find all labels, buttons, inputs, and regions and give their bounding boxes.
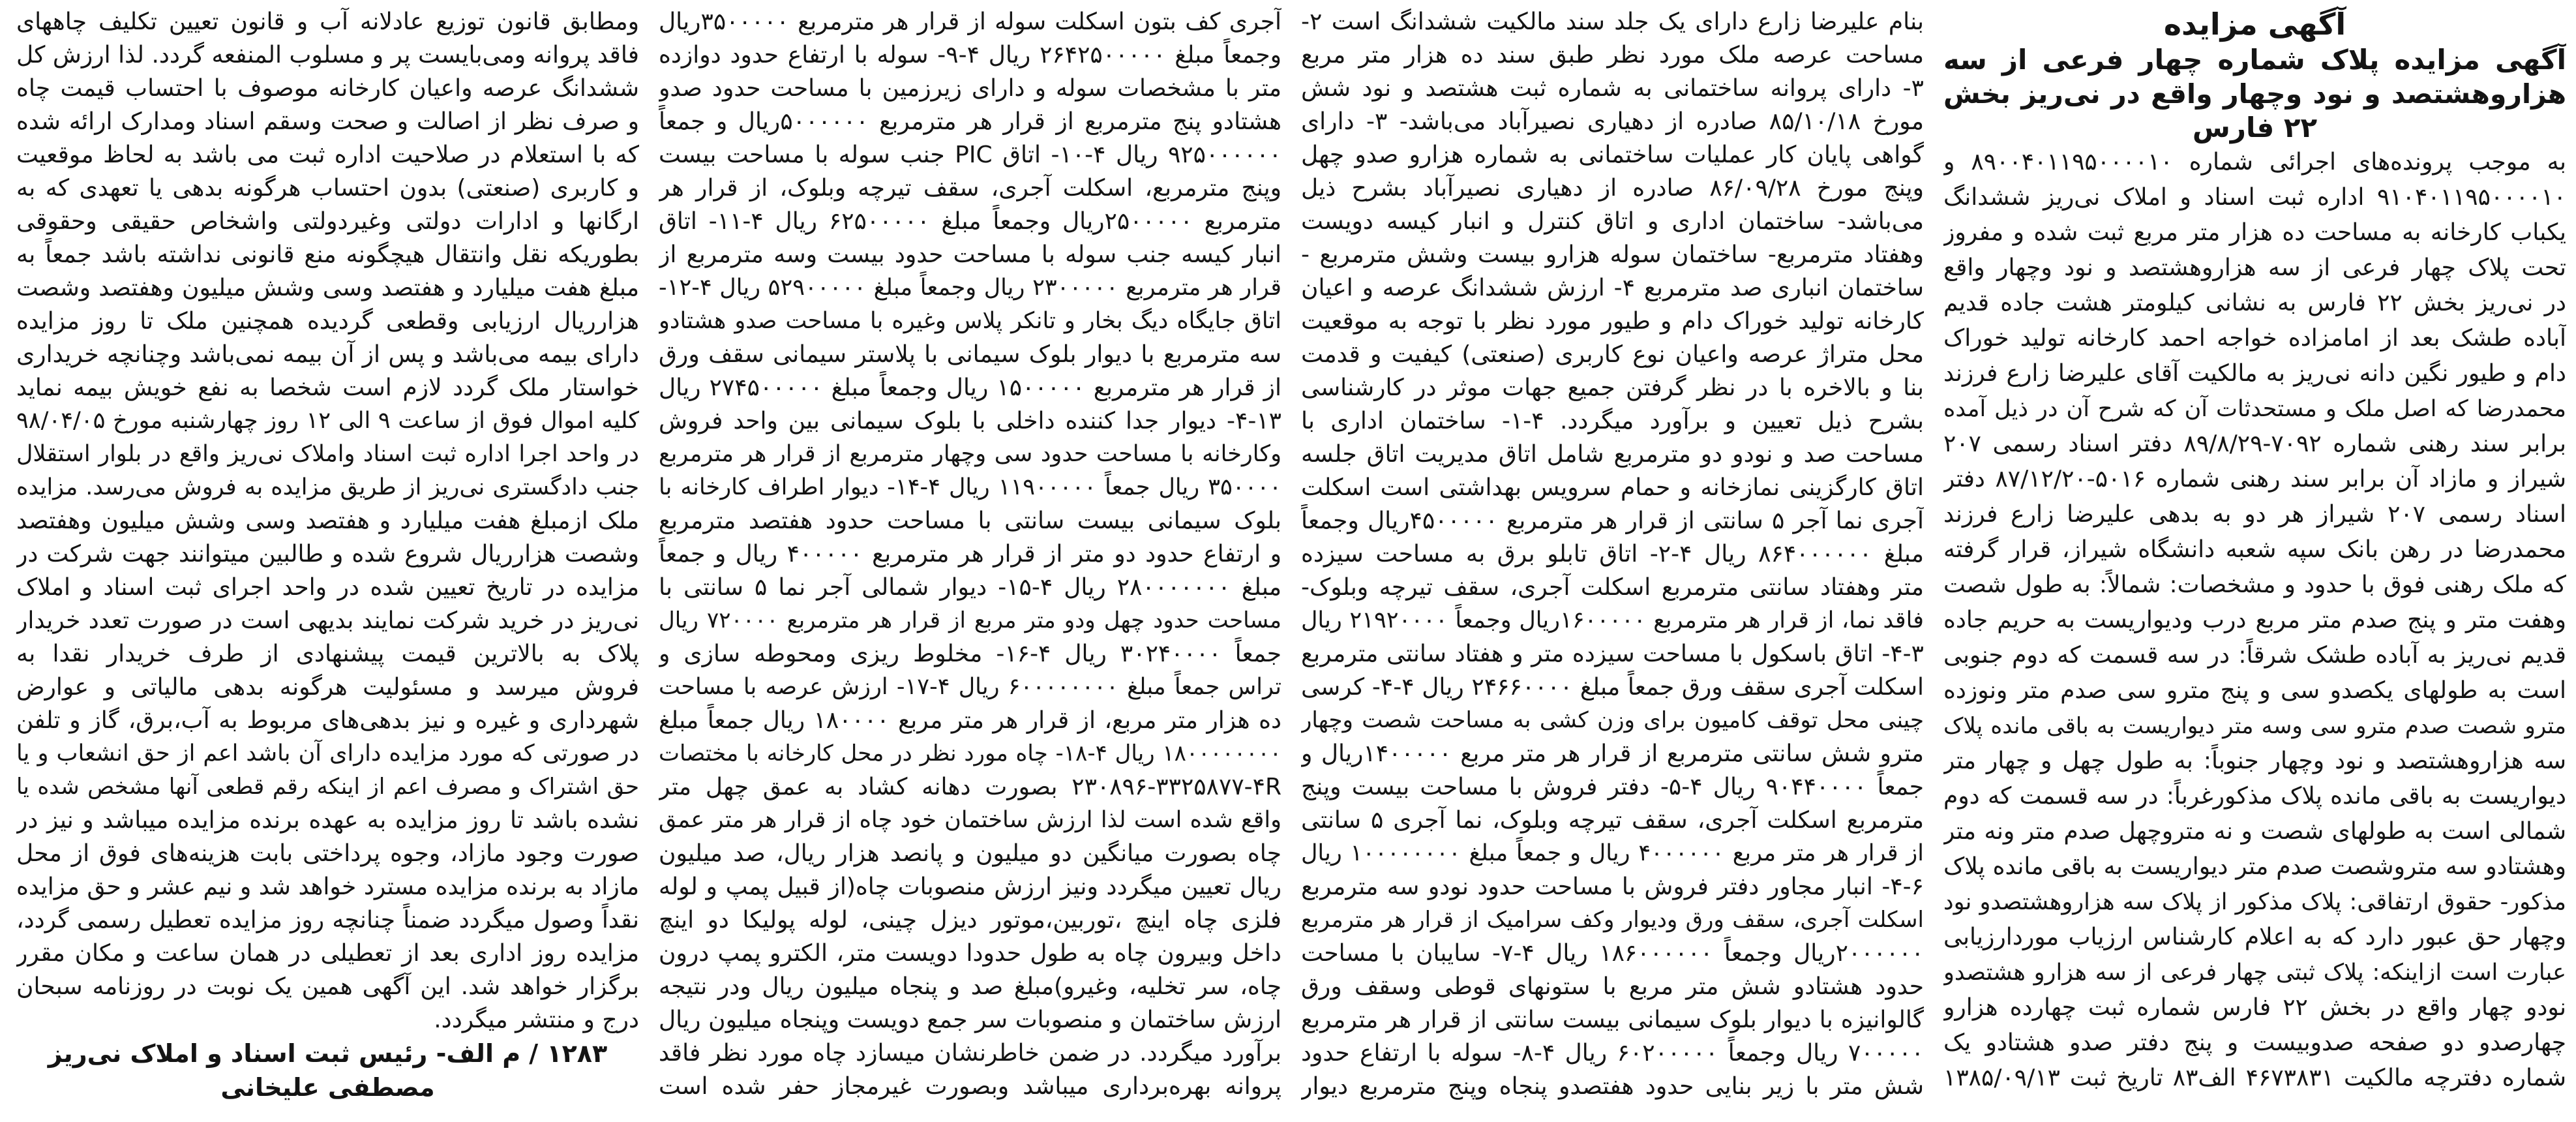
text-line: بلوک سیمانی بیست سانتی با مساحت حدود هفتصد مترمربع <box>659 508 1281 534</box>
text-line: شمالی است به طولهای شصت و نه متروچهل صدم متر ونه متر <box>1943 818 2566 845</box>
text-line: دام و طیور نگین دانه نی‌ریز به مالکیت آقای علیرضا زارع فرزند <box>1943 360 2566 387</box>
text-line: آباده طشک بعد از امامزاده خواجه احمد کارخانه تولید خوراک <box>1943 325 2566 352</box>
text-line: تراس جمعاً مبلغ ۶۰۰۰۰۰۰۰۰ ریال ۴-۱۷- ارزش عرصه با مساحت <box>659 674 1281 700</box>
text-line: جمعاً ۳۰۲۴۰۰۰۰ ریال ۴-۱۶- مخلوط ریزی ومحوطه سازی و <box>659 641 1281 667</box>
text-line: مساحت عرصه ملک مورد نظر طبق سند ده هزار متر مربع <box>1301 42 1924 68</box>
notice-subtitle-line: ۲۲ فارس <box>2192 112 2318 144</box>
text-line: وچهار حق عبور دارد که به اعلام کارشناس ارزیاب موردارزیابی <box>1943 924 2566 950</box>
text-line: ارزش ساختمان و منصوبات سر جمع دویست وپنجاه میلیون ریال <box>659 1007 1281 1033</box>
text-line: که ملک رهنی فوق با حدود و مشخصات: شمالاً: به طول شصت <box>1943 571 2566 598</box>
text-line: هشتادو پنج مترمربع از قرار هر مترمربع ۵۰۰۰۰۰۰ریال و جمعاً <box>659 108 1281 135</box>
text-line: قدیم نی‌ریز به آباده طشک شرقاً: در سه قسمت که دوم جنوبی <box>1943 642 2566 669</box>
text-line: اسناد رسمی ۲۰۷ شیراز هر دو به بدهی علیرضا زارع فرزند <box>1943 501 2566 528</box>
text-line: اتاق کارگزینی نمازخانه و حمام سرویس بهداشتی است اسکلت <box>1301 474 1924 501</box>
text-line: مبلغ ۲۸۰۰۰۰۰۰۰ ریال ۴-۱۵- دیوار شمالی آجر نما ۵ سانتی با <box>659 574 1281 601</box>
text-line: فلزی چاه اینچ ،توربین،موتور دیزل چینی، لوله پولیکا دو اینچ <box>659 907 1281 933</box>
text-line: وجمعاً مبلغ ۲۶۴۲۵۰۰۰۰۰ ریال ۴-۹- سوله با ارتفاع حدود دوازده <box>659 42 1281 68</box>
text-column-3 <box>659 5 1281 1122</box>
text-line: وهفت متر و پنج صدم متر مربع درب ودیواریست به حریم جاده <box>1943 607 2566 633</box>
text-line: اتاق جایگاه دیگ بخار و تانکر پلاس وغیره با مساحت صدو هشتادو <box>659 308 1281 334</box>
text-line: مبلغ ۸۶۴۰۰۰۰۰۰ ریال ۴-۲- اتاق تابلو برق به مساحت سیزده <box>1301 541 1924 568</box>
text-line: اسکلت آجری، سقف ورق ودیوار وکف سرامیک از قرار هر مترمربع <box>1301 907 1924 933</box>
text-line: ششدانگ عرصه واعیان کارخانه موصوف با احتساب قیمت چاه <box>16 75 639 102</box>
text-line: نشده باشد تا روز مزایده به عهده برنده مزایده میباشد و نیز در <box>16 807 639 834</box>
text-line: ۲۰۰۰۰۰۰ریال وجمعاً ۱۸۶۰۰۰۰۰۰ ریال ۴-۷- سایبان با مساحت <box>1301 940 1924 967</box>
text-line: و ارتفاع حدود دو متر از قرار هر مترمربع ۴۰۰۰۰۰ ریال و جمعاً <box>659 541 1281 568</box>
text-line: ریال تعیین میگردد ونیز ارزش منصوبات چاه(از قبیل پمپ و لوله <box>659 873 1281 900</box>
text-line: و کاربری (صنعتی) بدون احتساب هرگونه بدهی یا تعهدی که به <box>16 175 639 202</box>
text-line: ۳- دارای پروانه ساختمانی به شماره ثبت هشتصد و نود شش <box>1301 75 1924 102</box>
text-line: گواهی پایان کار عملیات ساختمانی به شماره هزارو صدو چهل <box>1301 142 1924 168</box>
text-line: نقداً وصول میگردد ضمناً چنانچه روز مزایده تعطیل رسمی گردد، <box>16 907 639 933</box>
text-line: محمدرضا که اصل ملک و مستحدثات آن که شرح آن در ذیل آمده <box>1943 396 2566 422</box>
text-column-1 <box>1943 5 2566 1122</box>
text-line: ۴-۱۳- دیوار جدا کننده داخلی با بلوک سیمانی بین واحد فروش <box>659 408 1281 434</box>
text-line: ملک ازمبلغ هفت میلیارد و هفتصد وسی وشش میلیون وهفتصد <box>16 508 639 534</box>
text-line: مازاد به برنده مزایده مسترد خواهد شد و نیم عشر و حق مزایده <box>16 873 639 900</box>
text-line: ۴-۶- انبار مجاور دفتر فروش با مساحت حدود نودو سه مترمربع <box>1301 873 1924 900</box>
text-line: مترو شصت صدم مترو سی وسه متر دیواریست به باقی مانده پلاک <box>1943 713 2566 739</box>
column-body <box>1943 145 2566 1096</box>
text-line: جنب دادگستری نی‌ریز از طریق مزایده به فروش می‌رسد. مزایده <box>16 474 639 500</box>
text-line: در نی‌ریز بخش ۲۲ فارس به نشانی کیلومتر هشت جاده قدیم <box>1943 290 2566 316</box>
text-line: محل متراژ عرصه واعیان نوع کاربری (صنعتی) کیفیت و قدمت <box>1301 341 1924 368</box>
text-line: نی‌ریز در خرید شرکت نمایند بدیهی است در صورت تعدد خریدار <box>16 607 639 634</box>
text-line: هزارریال ارزیابی وقطعی گردیده همچنین ملک تا روز مزایده <box>16 308 639 335</box>
text-line: فروش میرسد و مسئولیت هرگونه بدهی مالیاتی و عوارض <box>16 674 639 701</box>
text-line: حق اشتراک و مصرف اعم از اینکه رقم قطعی آنها مشخص شده یا <box>16 774 639 800</box>
text-line: ۷۰۰۰۰۰ ریال وجمعاً ۶۰۲۰۰۰۰۰ ریال ۴-۸- سوله با ارتفاع حدود <box>1301 1040 1924 1067</box>
text-line: قرار هر مترمربع ۲۳۰۰۰۰۰ ریال وجمعاً مبلغ ۵۲۹۰۰۰۰۰ ریال ۴-۱۲- <box>659 275 1281 301</box>
text-column-4 <box>16 5 639 1122</box>
text-line: شش متر با زیر بنایی حدود هفتصدو پنجاه وپنج مترمربع دیوار <box>1301 1073 1924 1100</box>
text-line: پروانه بهره‌برداری میباشد وبصورت غیرمجاز حفر شده است <box>659 1073 1281 1100</box>
text-line: عبارت است ازاینکه: پلاک ثبتی چهار فرعی از سه هزارو هشتصدو <box>1943 960 2566 986</box>
text-line: مزایده روز اداری بعد از تعطیلی در همان ساعت و مکان مقرر <box>16 940 639 967</box>
text-line: مزایده در تاریخ تعیین شده در واحد اجرای ثبت اسناد و املاک <box>16 574 639 601</box>
text-line: چاه، سر تخلیه، وغیرو)مبلغ صد و پنجاه میلیون ریال ودر نتیجه <box>659 973 1281 1000</box>
text-line: وپنج مترمربع، اسکلت آجری، سقف تیرچه وبلوک، از قرار هر <box>659 175 1281 202</box>
text-line: ۱۸۰۰۰۰۰۰۰۰ ریال ۴-۱۸- چاه مورد نظر در محل کارخانه با مختصات <box>659 740 1281 766</box>
text-line: صورت وجود مازاد، وجوه پرداختی بابت هزینه‌های فوق از محل <box>16 840 639 867</box>
text-line: تحت پلاک چهار فرعی از سه هزاروهشتصد و نود وچهار واقع <box>1943 254 2566 281</box>
text-line: ارگانها و ادارات دولتی وغیردولتی واشخاص حقیقی وحقوقی <box>16 208 639 235</box>
text-line: پلاک به بالاترین قیمت پیشنهادی از طرف خریدار نقدا به <box>16 641 639 667</box>
text-line: بشرح ذیل تعیین و برآورد میگردد. ۴-۱- ساختمان اداری با <box>1301 408 1924 434</box>
signature-reference: ۱۲۸۳ / م الف- رئیس ثبت اسناد و املاک نی‌ریز <box>48 1039 608 1068</box>
text-line: از قرار هر متر مربع ۴۰۰۰۰۰۰ ریال و جمعاً مبلغ ۱۰۰۰۰۰۰۰۰ ریال <box>1301 840 1924 866</box>
text-line: جمعاً ۹۰۴۴۰۰۰۰ ریال ۴-۵- دفتر فروش با مساحت بیست وپنج <box>1301 774 1924 800</box>
text-line: یکباب کارخانه به مساحت ده هزار متر مربع ثبت شده و مفروز <box>1943 219 2566 246</box>
text-line: فاقد پروانه ومی‌بایست پر و مسلوب المنفعه گردد. لذا ارزش کل <box>16 42 639 68</box>
notice-title: آگهی مزایده <box>2163 7 2346 42</box>
signature-name: مصطفی علیخانی <box>220 1073 435 1102</box>
text-line: انبار کیسه جنب سوله با مساحت حدود بیست وسه مترمربع از <box>659 241 1281 268</box>
text-line: فاقد نما، از قرار هر مترمربع ۱۶۰۰۰۰۰ریال وجمعاً ۲۱۹۲۰۰۰۰ ریال <box>1301 607 1924 633</box>
text-line: برگزار خواهد شد. این آگهی همین یک نوبت در روزنامه سبحان <box>16 973 639 1000</box>
text-line: آجری کف بتون اسکلت سوله از قرار هر مترمربع ۳۵۰۰۰۰۰ریال <box>659 8 1281 35</box>
text-line: که با استعلام در صلاحیت اداره ثبت می باشد به لحاظ موقعیت <box>16 142 639 168</box>
text-line: وپنج مورخ ۸۶/۰۹/۲۸ صادره از دهیاری نصیرآباد بشرح ذیل <box>1301 175 1924 202</box>
text-line: سه مترمربع با دیوار بلوک سیمانی با پلاستر سیمانی سقف ورق <box>659 341 1281 368</box>
text-line: درج و منتشر میگردد. <box>434 1007 639 1033</box>
text-line: وکارخانه با مساحت حدود سی وچهار مترمربع از قرار هر مترمربع <box>659 441 1281 467</box>
text-line: شهرداری و غیره و نیز بدهی‌های مربوط به آب،برق، گاز و تلفن <box>16 707 639 734</box>
text-line: مترمربع اسکلت آجری، سقف تیرچه وبلوک، نما آجری ۵ سانتی <box>1301 807 1924 834</box>
text-line: بنام علیرضا زارع دارای یک جلد سند مالکیت ششدانگ است ۲- <box>1301 8 1924 35</box>
text-line: مترو شش سانتی مترمربع از قرار هر متر مربع ۱۴۰۰۰۰۰ریال و <box>1301 740 1924 767</box>
text-line: مساحت حدود چهل ودو متر مربع از قرار هر مترمربع ۷۲۰۰۰۰ ریال <box>659 607 1281 633</box>
text-line: از قرار هر مترمربع ۱۵۰۰۰۰۰ ریال وجمعاً مبلغ ۲۷۴۵۰۰۰۰۰ ریال <box>659 374 1281 401</box>
column-body <box>1301 5 1924 1103</box>
text-line: وشصت هزارریال شروع شده و طالبین میتوانند جهت شرکت در <box>16 541 639 568</box>
text-line: خواستار ملک گردد لازم است شخصا به نفع خویش بیمه نماید <box>16 374 639 401</box>
text-line: چهارصدو دو صفحه صدوبیست و پنج دفتر صدو هشتادو یک <box>1943 1029 2566 1056</box>
text-line: به موجب پرونده‌های اجرائی شماره ۸۹۰۰۴۰۱۱۹۵۰۰۰۰۱۰ و <box>1943 149 2566 175</box>
text-line: بنا و بالاخره با در نظر گرفتن جمیع جهات موثر در کارشناسی <box>1301 374 1924 401</box>
text-line: واقع شده است لذا ارزش ساختمان خود چاه از قرار هر متر عمق <box>659 807 1281 833</box>
text-line: ومطابق قانون توزیع عادلانه آب و قانون تعیین تکلیف چاههای <box>16 8 639 35</box>
text-line: برابر سند رهنی شماره ۷۰۹۲-۸۹/۸/۲۹ دفتر اسناد رسمی ۲۰۷ <box>1943 431 2566 457</box>
text-line: در صورتی که مورد مزایده دارای آن باشد اعم از حق انشعاب و یا <box>16 740 639 766</box>
text-line: و صرف نظر از اصالت و صحت وسقم اسناد ومدارک ارائه شده <box>16 108 639 135</box>
text-line: مورخ ۸۵/۱۰/۱۸ صادره از دهیاری نصیرآباد می‌باشد- ۳- دارای <box>1301 108 1924 135</box>
text-line: چاه بصورت میانگین دو میلیون و پانصد هزار ریال، صد میلیون <box>659 840 1281 867</box>
text-line: محمدرضا در رهن بانک سپه شعبه دانشگاه شیراز، قرار گرفته <box>1943 536 2566 563</box>
text-line: ۳۵۰۰۰۰ ریال جمعاً ۱۱۹۰۰۰۰۰ ریال ۴-۱۴- دیوار اطراف کارخانه با <box>659 474 1281 500</box>
text-line: دارای بیمه می‌باشد و پس از آن بیمه نمی‌باشد وچنانچه خریداری <box>16 341 639 368</box>
text-line: اسکلت آجری سقف ورق جمعاً مبلغ ۲۴۶۶۰۰۰۰ ریال ۴-۴- کرسی <box>1301 674 1924 701</box>
text-line: کارخانه تولید خوراک دام و طیور مورد نظر با توجه به موقعیت <box>1301 308 1924 335</box>
text-line: ده هزار متر مربع، از قرار هر متر مربع ۱۸۰۰۰۰ ریال جمعاً مبلغ <box>659 707 1281 734</box>
text-line: مترمربع ۲۵۰۰۰۰۰ریال وجمعاً مبلغ ۶۲۵۰۰۰۰۰ ریال ۴-۱۱- اتاق <box>659 208 1281 235</box>
text-line: وهشتادو سه متروشصت صدم متر دیواریست به باقی مانده پلاک <box>1943 853 2566 880</box>
text-line: ۹۲۵۰۰۰۰۰۰ ریال ۴-۱۰- اتاق PIC جنب سوله با مساحت بیست <box>659 142 1281 168</box>
text-line: دیواریست به باقی مانده پلاک مذکورغرباً: در سه قسمت که دوم <box>1943 783 2566 810</box>
text-line: وهفتاد مترمربع- ساختمان سوله هزارو بیست وشش مترمربع - <box>1301 241 1924 268</box>
text-line: داخل وبیرون چاه به طول حدودا دویست متر، الکترو پمپ درون <box>659 940 1281 967</box>
text-line: متر با مشخصات سوله و دارای زیرزمین با مساحت حدود صدو <box>659 75 1281 102</box>
text-line: می‌باشد- ساختمان اداری و اتاق کنترل و انبار کیسه دویست <box>1301 208 1924 235</box>
text-line: گالوانیزه با دیوار بلوک سیمانی بیست سانتی از قرار هر مترمربع <box>1301 1007 1924 1033</box>
text-line: ۹۱۰۴۰۱۱۹۵۰۰۰۰۱۰ اداره ثبت اسناد و املاک نی‌ریز ششدانگ <box>1943 184 2566 211</box>
text-line: مبلغ هفت میلیارد و هفتصد وسی وشش میلیون وهفتصد وشصت <box>16 275 639 301</box>
text-line: کلیه اموال فوق از ساعت ۹ الی ۱۲ روز چهارشنبه مورخ ۹۸/۰۴/۰۵ <box>16 408 639 434</box>
notice-subtitle-line: هزاروهشتصد و نود وچهار واقع در نی‌ریز بخش <box>1943 78 2566 110</box>
text-line: بطوریکه نقل وانتقال هیچگونه منع قانونی نداشته باشد جمعاً به <box>16 241 639 268</box>
notice-subtitle-line: آگهی مزایده پلاک شماره چهار فرعی از سه <box>1943 44 2566 76</box>
column-body <box>659 5 1281 1103</box>
text-line: مذکور- حقوق ارتفاقی: پلاک مذکور از پلاک سه هزاروهشتصدو نود <box>1943 889 2566 915</box>
text-line: برآورد میگردد. در ضمن خاطرنشان میسازد چاه مورد نظر فاقد <box>659 1040 1281 1067</box>
text-line: شماره دفترچه مالکیت ۴۶۷۳۸۳۱ الف۸۳ تاریخ ثبت ۱۳۸۵/۰۹/۱۳ <box>1943 1065 2566 1091</box>
text-line: متر وهفتاد سانتی مترمربع اسکلت آجری، سقف تیرچه وبلوک- <box>1301 574 1924 601</box>
column-body <box>16 5 639 1037</box>
text-column-2 <box>1301 5 1924 1122</box>
text-line: نودو چهار واقع در بخش ۲۲ فارس شماره ثبت چهارده هزارو <box>1943 994 2566 1021</box>
text-line: ۴-۳- اتاق باسکول با مساحت سیزده متر و هفتاد سانتی مترمربع <box>1301 641 1924 667</box>
text-line: در واحد اجرا اداره ثبت اسناد واملاک نی‌ریز واقع در بلوار استقلال <box>16 441 639 467</box>
text-line: چینی محل توقف کامیون برای وزن کشی به مساحت شصت وچهار <box>1301 707 1924 733</box>
text-line: مساحت صد و نودو دو مترمربع شامل اتاق مدیریت اتاق جلسه <box>1301 441 1924 468</box>
text-line: ۲۳۰۸۹۶-۳۳۲۵۸۷۷-۴R بصورت دهانه کشاد به عمق چهل متر <box>659 774 1281 800</box>
text-line: شیراز و مازاد آن برابر سند رهنی شماره ۵۰۱۶-۸۷/۱۲/۲۰ دفتر <box>1943 466 2566 493</box>
text-line: ساختمان انباری صد مترمربع ۴- ارزش ششدانگ عرصه و اعیان <box>1301 275 1924 301</box>
text-line: است به طولهای یکصدو سی و پنج مترو سی صدم متر ونوزده <box>1943 677 2566 704</box>
text-line: سه هزاروهشتصد و نود وچهار جنوباً: به طول چهل و چهار متر <box>1943 748 2566 774</box>
text-line: آجری نما آجر ۵ سانتی از قرار هر مترمربع ۴۵۰۰۰۰۰ریال وجمعاً <box>1301 508 1924 534</box>
text-line: حدود هشتادو شش متر مربع با ستونهای قوطی وسقف ورق <box>1301 973 1924 1000</box>
